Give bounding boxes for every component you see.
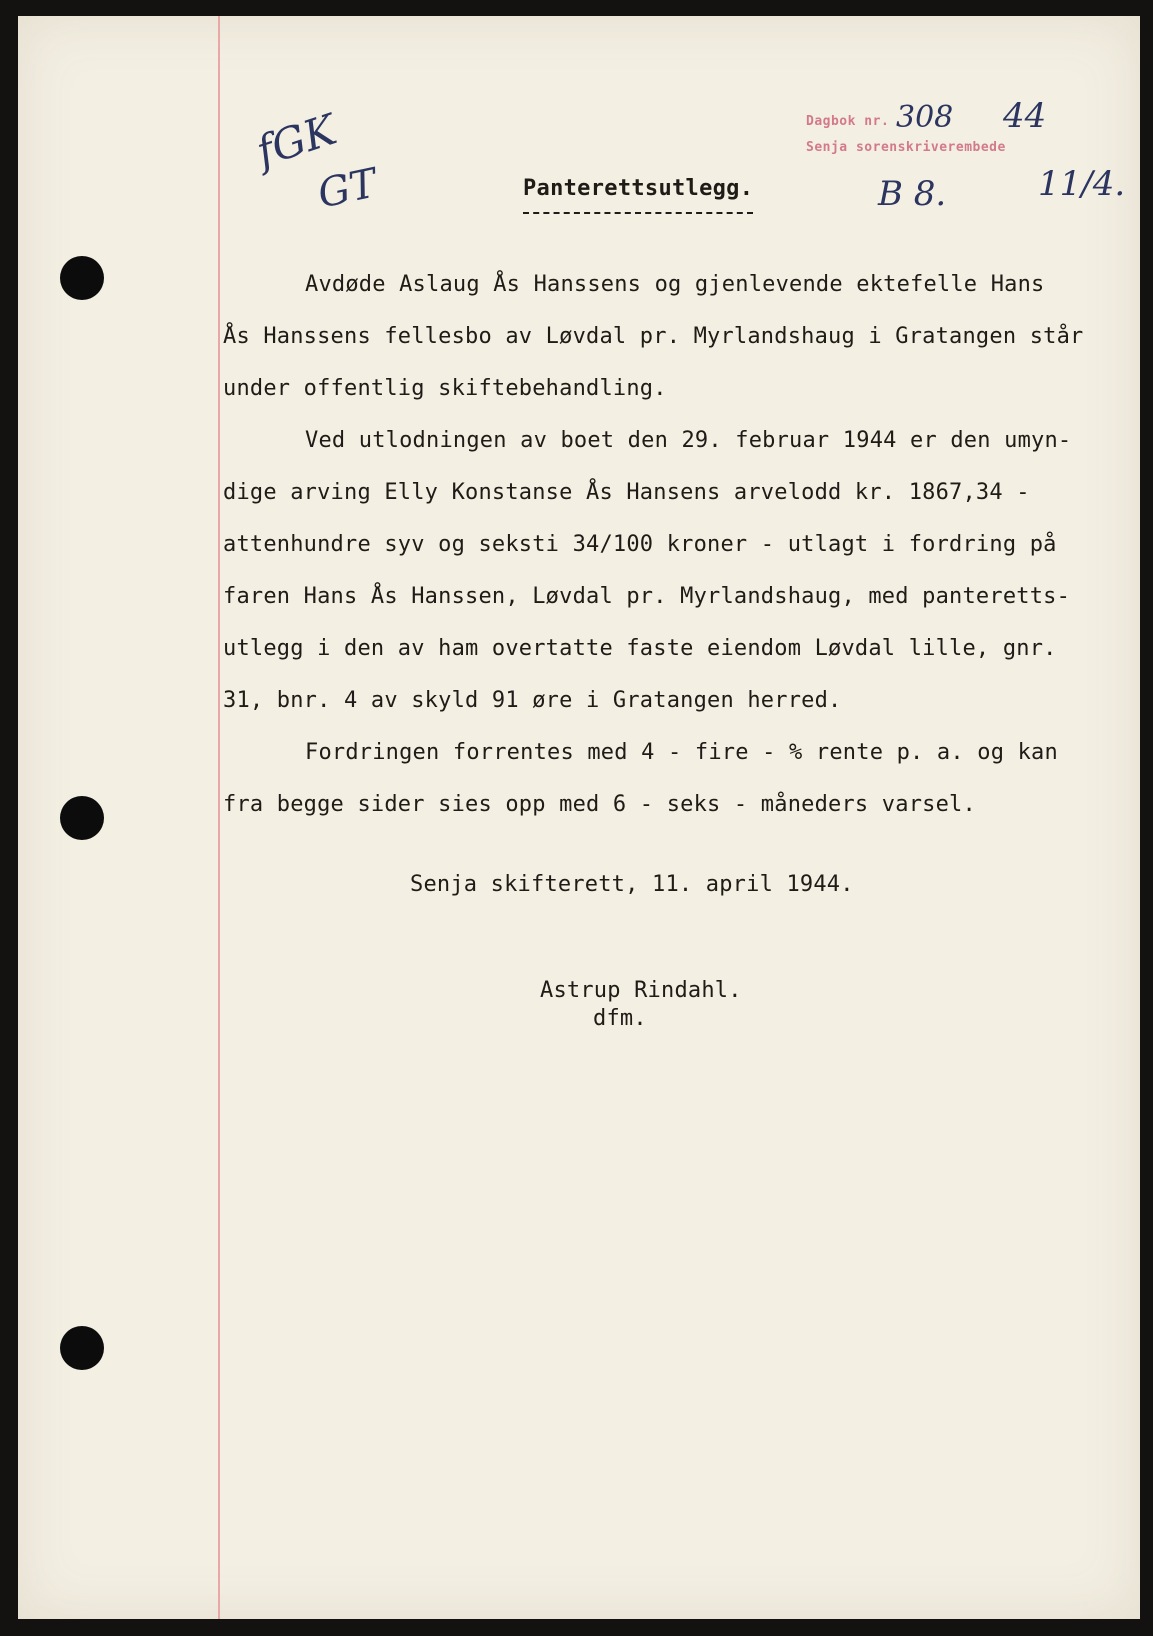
punch-hole-bottom — [60, 1326, 104, 1370]
signature-name: Astrup Rindahl. — [540, 978, 742, 1003]
stamp-year: 44 — [1003, 96, 1047, 136]
body-line-10: Fordringen forrentes med 4 - fire - % rente p. a. og kan — [305, 740, 1058, 765]
body-line-8: utlegg i den av ham overtatte faste eiendom Løvdal lille, gnr. — [223, 636, 1057, 661]
punch-hole-top — [60, 256, 104, 300]
body-line-3: under offentlig skiftebehandling. — [223, 376, 667, 401]
body-line-5: dige arving Elly Konstanse Ås Hansens arvelodd kr. 1867,34 - — [223, 480, 1030, 505]
body-line-2: Ås Hanssens fellesbo av Løvdal pr. Myrlandshaug i Gratangen står — [223, 324, 1084, 349]
handwritten-initials: fGK — [250, 104, 343, 177]
stamp-dagbok-label: Dagbok nr. — [806, 114, 890, 129]
handwritten-date: 11/4. — [1038, 164, 1126, 204]
handwritten-initials-2: GT — [313, 160, 381, 218]
title-underline — [523, 212, 753, 214]
document-title: Panterettsutlegg. — [523, 176, 754, 201]
margin-line — [218, 16, 220, 1619]
handwritten-ref: B 8. — [878, 174, 947, 214]
body-line-4: Ved utlodningen av boet den 29. februar 1944 er den umyn- — [305, 428, 1072, 453]
body-line-11: fra begge sider sies opp med 6 - seks - måneders varsel. — [223, 792, 976, 817]
body-line-6: attenhundre syv og seksti 34/100 kroner - utlagt i fordring på — [223, 532, 1057, 557]
document-page — [18, 16, 1140, 1619]
stamp-number: 308 — [896, 100, 954, 135]
stamp-office: Senja sorenskriverembede — [806, 140, 1006, 155]
place-date: Senja skifterett, 11. april 1944. — [410, 872, 854, 897]
signature-title: dfm. — [593, 1006, 647, 1031]
body-line-1: Avdøde Aslaug Ås Hanssens og gjenlevende ektefelle Hans — [305, 272, 1045, 297]
body-line-7: faren Hans Ås Hanssen, Løvdal pr. Myrlandshaug, med panteretts- — [223, 584, 1071, 609]
punch-hole-middle — [60, 796, 104, 840]
body-line-9: 31, bnr. 4 av skyld 91 øre i Gratangen herred. — [223, 688, 842, 713]
